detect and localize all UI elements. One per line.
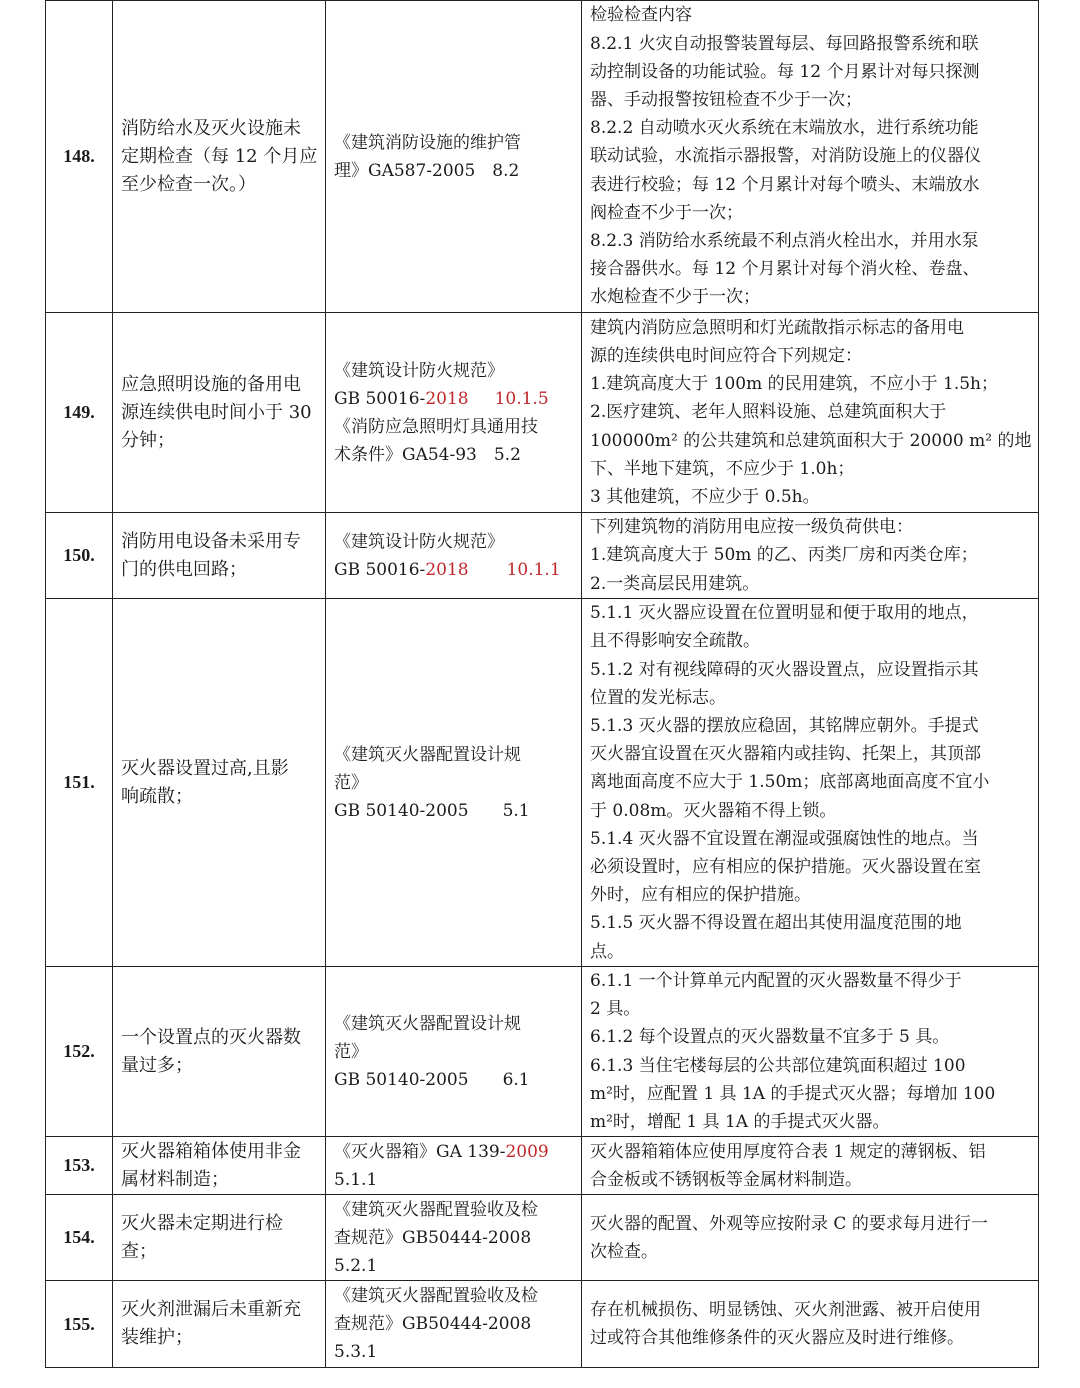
- standard-line: 术条件》GA54-93 5.2: [334, 444, 521, 465]
- issue-cell: [113, 1, 326, 313]
- content-line: 1.建筑高度大于 50m 的乙、丙类厂房和丙类仓库；: [590, 545, 978, 566]
- content-line: 1.建筑高度大于 100m 的民用建筑，不应小于 1.5h；: [590, 374, 998, 395]
- table-row-149: [46, 313, 1039, 513]
- standard-line: 《建筑设计防火规范》: [334, 531, 504, 552]
- content-line: 8.2.2 自动喷水灭火系统在末端放水，进行系统功能: [590, 118, 979, 139]
- standard-cell: [326, 1281, 582, 1368]
- content-line: 100000m² 的公共建筑和总建筑面积大于 20000 m² 的地: [590, 430, 1032, 451]
- standard-cell: [326, 313, 582, 513]
- content-line: 器、手动报警按钮检查不少于一次；: [590, 89, 862, 110]
- content-line: 检验检查内容: [590, 5, 692, 26]
- standard-cell: [326, 1195, 582, 1281]
- content-cell: [582, 313, 1039, 513]
- standard-code: GB 50016-: [334, 388, 426, 409]
- standard-year: 2009: [505, 1141, 549, 1162]
- standard-line: 《建筑灭火器配置验收及检: [334, 1286, 538, 1307]
- table-row-153: [46, 1137, 1039, 1195]
- content-line: 离地面高度不应大于 1.50m；底部离地面高度不宜小: [590, 772, 990, 793]
- issue-cell: [113, 513, 326, 599]
- issue-line: 属材料制造；: [121, 1168, 229, 1190]
- standard-line: 查规范》GB50444-2008: [334, 1227, 532, 1248]
- issue-line: 应急照明设施的备用电: [121, 373, 301, 395]
- content-line: 6.1.2 每个设置点的灭火器数量不宜多于 5 具。: [590, 1027, 950, 1048]
- content-line: 位置的发光标志。: [590, 687, 726, 708]
- content-line: 源的连续供电时间应符合下列规定：: [590, 345, 862, 366]
- content-line: 8.2.3 消防给水系统最不利点消火栓出水，并用水泵: [590, 231, 979, 251]
- content-line: 灭火器的配置、外观等应按附录 C 的要求每月进行一: [590, 1213, 988, 1234]
- standard-line: GB 50140-2005 5.1: [334, 800, 530, 821]
- content-line: 5.1.4 灭火器不宜设置在潮湿或强腐蚀性的地点。当: [590, 828, 979, 849]
- standard-line: 理》GA587-2005 8.2: [334, 160, 520, 181]
- issue-line: 响疏散；: [121, 785, 193, 807]
- content-line: 必须设置时，应有相应的保护措施。灭火器设置在室: [590, 857, 981, 877]
- content-line: 5.1.5 灭火器不得设置在超出其使用温度范围的地: [590, 913, 962, 934]
- standard-line: 5.1.1: [334, 1169, 378, 1190]
- content-line: 联动试验，水流指示器报警，对消防设施上的仪器仪: [590, 146, 981, 167]
- content-line: 6.1.3 当住宅楼每层的公共部位建筑面积超过 100: [590, 1055, 966, 1076]
- content-line: 次检查。: [590, 1241, 658, 1262]
- row-number: 151.: [46, 599, 113, 967]
- standard-line: 《建筑消防设施的维护管: [334, 132, 521, 153]
- issue-cell: [113, 967, 326, 1137]
- content-line: 下列建筑物的消防用电应按一级负荷供电：: [590, 517, 913, 538]
- content-line: 过或符合其他维修条件的灭火器应及时进行维修。: [590, 1328, 964, 1349]
- issue-line: 量过多；: [121, 1054, 193, 1076]
- issue-line: 灭火器箱箱体使用非金: [121, 1140, 301, 1162]
- standard-line: [334, 385, 573, 413]
- content-line: 建筑内消防应急照明和灯光疏散指示标志的备用电: [590, 317, 964, 338]
- standard-cell: [326, 967, 582, 1137]
- issue-cell: [113, 1195, 326, 1281]
- issue-cell: [113, 313, 326, 513]
- content-line: 外时，应有相应的保护措施。: [590, 885, 811, 906]
- content-cell: [582, 599, 1039, 967]
- content-cell: [582, 1, 1039, 313]
- standard-line: 《消防应急照明灯具通用技: [334, 416, 538, 437]
- standard-cell: [326, 599, 582, 967]
- standard-clause: 10.1.5: [494, 388, 549, 409]
- row-number: 149.: [46, 313, 113, 513]
- standard-line: [334, 556, 573, 584]
- standard-cell: [326, 513, 582, 599]
- row-number: 153.: [46, 1137, 113, 1195]
- content-cell: [582, 1281, 1039, 1368]
- issue-cell: [113, 1137, 326, 1195]
- content-line: 2.一类高层民用建筑。: [590, 573, 760, 594]
- standard-line: 《建筑灭火器配置验收及检: [334, 1199, 538, 1220]
- issue-line: 灭火器未定期进行检: [121, 1212, 283, 1234]
- regulation-table: [45, 0, 1039, 1368]
- content-line: 5.1.3 灭火器的摆放应稳固，其铭牌应朝外。手提式: [590, 715, 979, 736]
- content-line: 表进行校验；每 12 个月累计对每个喷头、末端放水: [590, 174, 980, 195]
- issue-line: 消防用电设备未采用专: [121, 530, 301, 552]
- content-line: 合金板或不锈钢板等金属材料制造。: [590, 1169, 862, 1190]
- content-line: 灭火器宜设置在灭火器箱内或挂钩、托架上，其顶部: [590, 744, 981, 765]
- table-row-155: [46, 1281, 1039, 1368]
- issue-line: 消防给水及灭火设施未: [121, 117, 301, 139]
- content-line: 8.2.1 火灾自动报警装置每层、每回路报警系统和联: [590, 33, 979, 54]
- issue-line: 源连续供电时间小于 30: [121, 401, 312, 423]
- table-row-151: [46, 599, 1039, 967]
- issue-line: 定期检查（每 12 个月应: [121, 145, 318, 167]
- standard-clause: 10.1.1: [506, 559, 561, 580]
- row-number: 148.: [46, 1, 113, 313]
- issue-line: 装维护；: [121, 1327, 193, 1349]
- content-line: 点。: [590, 941, 624, 962]
- content-cell: [582, 1195, 1039, 1281]
- standard-line: GB 50140-2005 6.1: [334, 1069, 530, 1090]
- table-row-154: [46, 1195, 1039, 1281]
- issue-line: 一个设置点的灭火器数: [121, 1026, 301, 1048]
- standard-code: GB 50016-: [334, 559, 426, 580]
- content-line: m²时，增配 1 具 1A 的手提式灭火器。: [590, 1112, 890, 1133]
- content-cell: [582, 513, 1039, 599]
- content-line: 灭火器箱箱体应使用厚度符合表 1 规定的薄钢板、铝: [590, 1141, 986, 1162]
- issue-line: 至少检查一次。）: [121, 173, 256, 195]
- standard-line: 5.3.1: [334, 1342, 378, 1363]
- content-line: m²时，应配置 1 具 1A 的手提式灭火器；每增加 100: [590, 1083, 996, 1104]
- issue-line: 灭火剂泄漏后未重新充: [121, 1299, 301, 1321]
- standard-year: 2018: [425, 388, 469, 409]
- content-line: 阀检查不少于一次；: [590, 202, 743, 223]
- row-number: 152.: [46, 967, 113, 1137]
- row-number: 155.: [46, 1281, 113, 1368]
- content-line: 水炮检查不少于一次；: [590, 287, 760, 308]
- content-line: 存在机械损伤、明显锈蚀、灭火剂泄露、被开启使用: [590, 1300, 981, 1321]
- row-number: 154.: [46, 1195, 113, 1281]
- content-line: 6.1.1 一个计算单元内配置的灭火器数量不得少于: [590, 971, 962, 991]
- content-line: 2.医疗建筑、老年人照料设施、总建筑面积大于: [590, 402, 947, 423]
- row-number: 150.: [46, 513, 113, 599]
- table-row-148: [46, 1, 1039, 313]
- content-line: 动控制设备的功能试验。每 12 个月累计对每只探测: [590, 61, 980, 82]
- standard-cell: [326, 1, 582, 313]
- standard-line: 《建筑灭火器配置设计规: [334, 744, 521, 765]
- standard-line: 查规范》GB50444-2008: [334, 1314, 532, 1335]
- issue-line: 门的供电回路；: [121, 558, 247, 580]
- standard-line: [334, 1138, 573, 1166]
- standard-cell: [326, 1137, 582, 1195]
- content-line: 5.1.2 对有视线障碍的灭火器设置点，应设置指示其: [590, 659, 979, 680]
- standard-year: 2018: [425, 559, 469, 580]
- content-line: 下、半地下建筑，不应少于 1.0h；: [590, 458, 855, 479]
- table-row-150: [46, 513, 1039, 599]
- issue-cell: [113, 599, 326, 967]
- table-row-152: [46, 967, 1039, 1137]
- standard-line: 范》: [334, 772, 368, 793]
- content-cell: [582, 967, 1039, 1137]
- standard-line: 《建筑设计防火规范》: [334, 360, 504, 381]
- standard-line: 范》: [334, 1041, 368, 1062]
- content-line: 且不得影响安全疏散。: [590, 631, 760, 652]
- content-line: 于 0.08m。灭火器箱不得上锁。: [590, 800, 837, 821]
- issue-line: 分钟；: [121, 429, 175, 451]
- issue-cell: [113, 1281, 326, 1368]
- issue-line: 灭火器设置过高,且影: [121, 757, 289, 779]
- standard-line: 《建筑灭火器配置设计规: [334, 1013, 521, 1034]
- content-line: 3 其他建筑，不应少于 0.5h。: [590, 487, 820, 507]
- content-cell: [582, 1137, 1039, 1195]
- content-line: 5.1.1 灭火器应设置在位置明显和便于取用的地点，: [590, 603, 979, 624]
- issue-line: 查；: [121, 1240, 157, 1262]
- content-line: 2 具。: [590, 999, 641, 1020]
- content-line: 接合器供水。每 12 个月累计对每个消火栓、卷盘、: [590, 259, 980, 280]
- standard-line: 5.2.1: [334, 1255, 378, 1276]
- standard-code: 《灭火器箱》GA 139-: [334, 1141, 506, 1162]
